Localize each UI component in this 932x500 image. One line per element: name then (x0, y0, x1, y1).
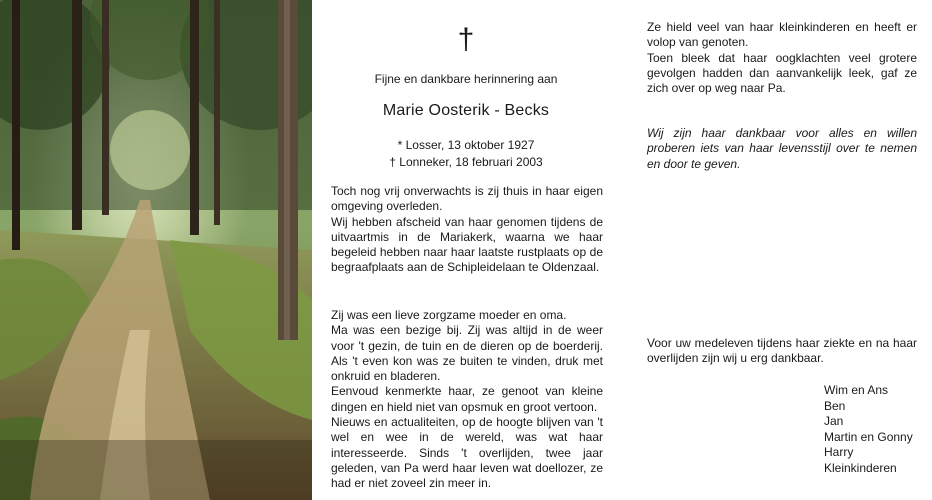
character-text-3: Eenvoud kenmerkte haar, ze genoot van kleine dingen en hield niet van opsmuk en groot vertoon. (331, 384, 603, 414)
memorial-card-center-panel (312, 0, 620, 500)
grandchildren-text-1: Ze hield veel van haar kleinkinderen en heeft er volop van genoten. (647, 20, 917, 50)
signatory-item: Wim en Ans (824, 383, 889, 397)
passing-text-1: Toch nog vrij onverwachts is zij thuis in haar eigen omgeving overleden. (331, 184, 603, 214)
death-line: † Lonneker, 18 februari 2003 (389, 155, 543, 169)
forest-path-photo (0, 0, 312, 500)
thanks-text: Voor uw medeleven tijdens haar ziekte en na haar overlijden zijn wij u erg dankbaar. (647, 336, 917, 366)
signatory-item: Martin en Gonny (824, 429, 913, 444)
forest-path-illustration (0, 0, 312, 500)
character-paragraph (331, 308, 603, 492)
gratitude-italic-text: Wij zijn haar dankbaar voor alles en willen proberen iets van haar levensstijl over te nemen en door te geven. (647, 126, 917, 171)
character-text-2: Ma was een bezige bij. Zij was altijd in de weer voor 't gezin, de tuin en de dieren op de boerderij. Als 't even kon was ze buiten te vinden, druk met onkruid en bladeren. (331, 323, 603, 384)
memorial-card-right-panel (620, 0, 932, 500)
birth-line: * Losser, 13 oktober 1927 (397, 138, 535, 152)
signatory-item: Kleinkinderen (824, 460, 897, 475)
signatory-item: Jan (824, 414, 844, 428)
grandchildren-text-2: Toen bleek dat haar oogklachten veel grotere gevolgen hadden dan aanvankelijk leek, gaf ze zich over op weg naar Pa. (647, 50, 917, 96)
character-text-4: Nieuws en actualiteiten, op de hoogte blijven van 't wel en wee in de wereld, was wat haar interesseerde. Sinds 't overlijden, twee jaar geleden, van Pa werd haar leven wat doellozer, ze had er niet zoveel zin meer in. (331, 415, 603, 491)
deceased-name: Marie Oosterik - Becks (382, 102, 550, 119)
grandchildren-paragraph (647, 20, 917, 96)
passing-paragraph (331, 184, 603, 276)
cross-icon: † (457, 23, 475, 56)
character-text-1: Zij was een lieve zorgzame moeder en oma. (331, 308, 567, 322)
memorial-intro: Fijne en dankbare herinnering aan (374, 72, 558, 86)
passing-text-2: Wij hebben afscheid van haar genomen tijdens de uitvaartmis in de Mariakerk, waarna we haar begeleid hebben naar haar laatste rustplaats op de begraafplaats aan de Schipleidelaan te Oldenzaal. (331, 214, 603, 275)
signatories-list (824, 383, 913, 476)
signatory-item: Harry (824, 445, 854, 459)
signatory-item: Ben (824, 398, 846, 413)
